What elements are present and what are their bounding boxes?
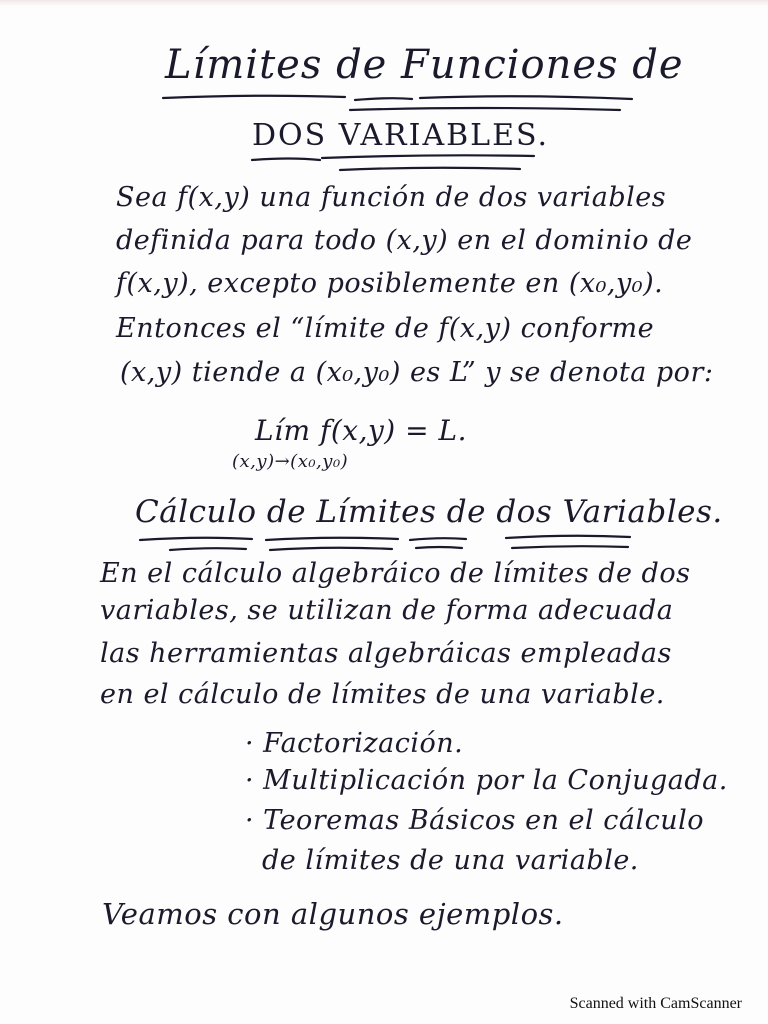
page-title: Límites de Funciones de [165,42,684,88]
page-edge [0,0,768,6]
paragraph-line: en el cálculo de límites de una variable. [100,679,665,710]
limit-subscript: (x,y)→(x₀,y₀) [232,451,349,472]
definition-line: Entonces el “límite de f(x,y) conforme [116,313,655,344]
paragraph-line: En el cálculo algebráico de límites de dos [100,558,691,589]
section-underline [170,548,246,550]
section-underline [512,546,628,548]
definition-line: f(x,y), excepto posiblemente en (x₀,y₀). [116,268,664,299]
paragraph-line: las herramientas algebráicas empleadas [100,638,672,669]
bullet-item: · Factorización. [245,728,464,759]
definition-line: (x,y) tiende a (x₀,y₀) es L” y se denota por: [120,357,714,388]
section-underline [266,538,398,540]
section-underline [416,547,462,548]
bullet-item: · Multiplicación por la Conjugada. [245,765,728,796]
subtitle-underline [252,159,320,161]
closing-line: Veamos con algunos ejemplos. [102,897,564,931]
section-underline [140,538,252,540]
title-underline [420,96,632,99]
section-underline [506,536,630,538]
definition-line: Sea f(x,y) una función de dos variables [116,182,667,213]
bullet-item: · Teoremas Básicos en el cálculo [245,805,704,836]
definition-line: definida para todo (x,y) en el dominio de [116,225,693,256]
page-subtitle: DOS VARIABLES. [252,118,550,153]
bullet-item-continuation: de límites de una variable. [262,845,639,876]
title-underline [355,98,412,100]
title-underline [163,96,345,98]
section-underline [410,538,466,540]
paragraph-line: variables, se utilizan de forma adecuada [100,595,674,626]
limit-expression: Lím f(x,y) = L. [255,414,467,447]
section-title: Cálculo de Límites de dos Variables. [135,494,723,530]
subtitle-underline [340,168,520,170]
scanner-watermark: Scanned with CamScanner [569,995,742,1012]
title-underline [350,108,620,110]
subtitle-underline [322,155,534,158]
section-underline [270,548,392,550]
